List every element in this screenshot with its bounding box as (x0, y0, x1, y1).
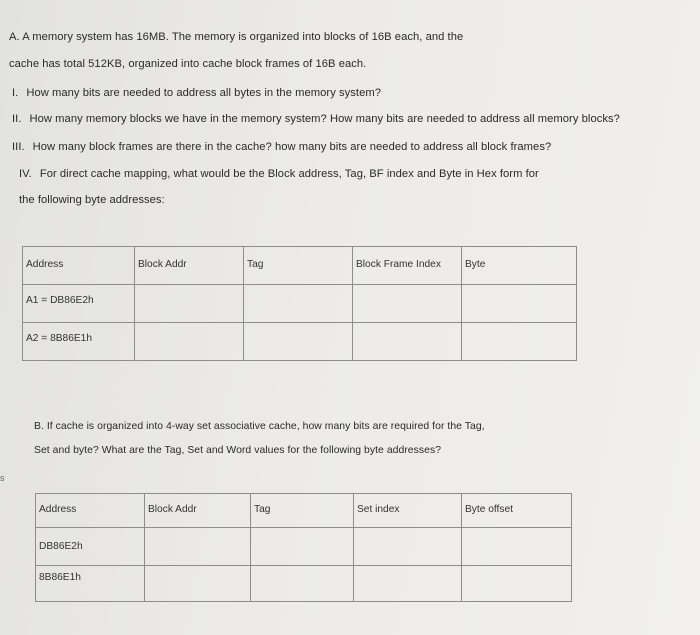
direct-mapping-table (22, 246, 577, 361)
address-cell: A2 = 8B86E1h (23, 323, 135, 361)
question-4 (19, 168, 539, 180)
page-edge-mark: s (0, 473, 5, 483)
column-header-block-frame-index: Block Frame Index (353, 247, 462, 285)
question-1 (12, 87, 381, 99)
block-frame-index-cell[interactable] (353, 285, 462, 323)
question-number: II. (12, 113, 22, 125)
set-index-cell[interactable] (354, 566, 462, 602)
table-row (36, 528, 572, 566)
address-cell: A1 = DB86E2h (23, 285, 135, 323)
table-row (23, 285, 577, 323)
column-header-set-index: Set index (354, 494, 462, 528)
block-addr-cell[interactable] (135, 323, 244, 361)
question-number: I. (12, 87, 19, 99)
column-header-tag: Tag (251, 494, 354, 528)
question-number: III. (12, 141, 25, 153)
set-index-cell[interactable] (354, 528, 462, 566)
part-b-line-1: B. If cache is organized into 4-way set associative cache, how many bits are required for the Tag, (34, 421, 485, 432)
byte-offset-cell[interactable] (462, 528, 572, 566)
question-text: How many memory blocks we have in the memory system? How many bits are needed to address all memory blocks? (29, 113, 620, 125)
byte-cell[interactable] (462, 285, 577, 323)
tag-cell[interactable] (244, 285, 353, 323)
question-3 (12, 141, 551, 153)
column-header-address: Address (23, 247, 135, 285)
column-header-block-addr: Block Addr (145, 494, 251, 528)
question-number: IV. (19, 168, 32, 180)
address-cell: DB86E2h (36, 528, 145, 566)
part-b-line-2: Set and byte? What are the Tag, Set and Word values for the following byte addresses? (34, 445, 442, 456)
address-cell: 8B86E1h (36, 566, 145, 602)
table-row (23, 323, 577, 361)
byte-offset-cell[interactable] (462, 566, 572, 602)
question-text: How many block frames are there in the cache? how many bits are needed to address all block frames? (32, 141, 552, 153)
question-4-continuation: the following byte addresses: (19, 194, 165, 206)
block-addr-cell[interactable] (145, 528, 251, 566)
question-2 (12, 113, 620, 125)
block-addr-cell[interactable] (145, 566, 251, 602)
tag-cell[interactable] (251, 528, 354, 566)
tag-cell[interactable] (244, 323, 353, 361)
block-frame-index-cell[interactable] (353, 323, 462, 361)
column-header-address: Address (36, 494, 145, 528)
column-header-byte-offset: Byte offset (462, 494, 572, 528)
tag-cell[interactable] (251, 566, 354, 602)
question-text: How many bits are needed to address all bytes in the memory system? (26, 87, 382, 99)
table-row (36, 566, 572, 602)
table-header-row (23, 247, 577, 285)
byte-cell[interactable] (462, 323, 577, 361)
part-a-intro-line-1: A. A memory system has 16MB. The memory is organized into blocks of 16B each, and the (9, 31, 464, 43)
column-header-block-addr: Block Addr (135, 247, 244, 285)
column-header-tag: Tag (244, 247, 353, 285)
block-addr-cell[interactable] (135, 285, 244, 323)
question-text: For direct cache mapping, what would be the Block address, Tag, BF index and Byte in Hex form for (39, 168, 539, 180)
column-header-byte: Byte (462, 247, 577, 285)
set-associative-table (35, 493, 572, 602)
part-a-intro-line-2: cache has total 512KB, organized into cache block frames of 16B each. (9, 58, 367, 70)
table-header-row (36, 494, 572, 528)
